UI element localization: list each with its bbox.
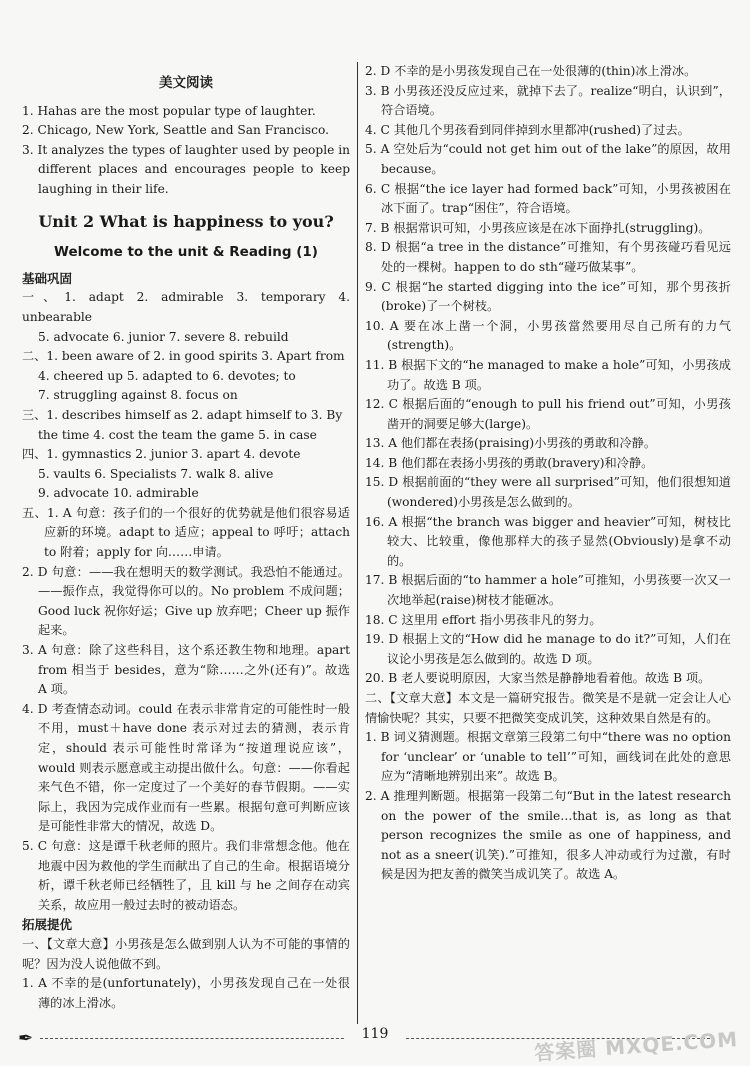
answer-item: 16. A 根据“the branch was bigger and heavier”可知，树枝比较大、比较重，像他那样大的孩子显然(Obviously)是拿不动的。: [365, 514, 731, 568]
part5-item: 4. D 考查情态动词。could 在表示非常肯定的可能性时一般不用，must＋have done 表示对过去的猜测，表示肯定，should 表示可能性时常译为“按道理说应该”，would 则表示愿意或主动提出做什么。句意：——你看起来气色不错，你一定度过了一个美好的春节假期。——实际上，我因为完成作业而有一些累。根据句意可判断应该是可能性非常大的情况，故选 D。: [22, 701, 350, 834]
answer-item: 9. C 根据“he started digging into the ice”可知，那个男孩折(broke)了一个树枝。: [365, 279, 731, 314]
part2-line: 二、1. been aware of 2. in good spirits 3. Apart from: [22, 349, 345, 364]
extend-intro: 一、【文章大意】小男孩是怎么做到别人认为不可能的事情的呢？因为没人说他做不到。: [22, 936, 350, 971]
extend-heading: 拓展提优: [22, 917, 73, 933]
part1-line: 一、1. adapt 2. admirable 3. temporary 4. unbearable: [22, 290, 350, 324]
reading-title: 美文阅读: [159, 75, 213, 91]
column-divider: [357, 62, 358, 1024]
page-footer: [0, 1024, 750, 1066]
unit-title: Unit 2 What is happiness to you?: [38, 211, 334, 231]
answer-item: 14. B 他们都在表扬小男孩的勇敢(bravery)和冷静。: [365, 455, 654, 470]
reading-item: 2. Chicago, New York, Seattle and San Francisco.: [22, 123, 329, 138]
basics-heading: 基础巩固: [22, 270, 73, 286]
answer-item: 17. B 根据后面的“to hammer a hole”可推知，小男孩要一次又一次地举起(raise)树枝才能砸冰。: [365, 573, 731, 608]
answer-item: 12. C 根据后面的“enough to pull his friend out”可知，小男孩凿开的洞要足够大(large)。: [365, 397, 731, 431]
left-column: [22, 62, 350, 1013]
reading-item: 1. Hahas are the most popular type of laughter.: [22, 103, 316, 118]
part2-line: 4. cheered up 5. adapted to 6. devotes; to: [38, 368, 296, 383]
answer-item: 6. C 根据“the ice layer had formed back”可知，小男孩被困在冰下面了。trap“困住”，符合语境。: [365, 181, 731, 216]
part5-item: 3. A 句意：除了这些科目，这个系还教生物和地理。apart from 相当于 besides，意为“除……之外(还有)”。故选 A 项。: [22, 643, 350, 697]
part5-item: 5. C 句意：这是谭千秋老师的照片。我们非常想念他。他在地震中因为救他的学生而献出了自己的生命。根据语境分析，谭千秋老师已经牺牲了，且 kill 与 he 之间存在动宾关系，故应用一般过去时的被动语态。: [22, 838, 350, 912]
part2-line: 7. struggling against 8. focus on: [38, 388, 238, 403]
part3-line: 三、1. describes himself as 2. adapt himself to 3. By: [22, 407, 343, 422]
answer-item: 8. D 根据“a tree in the distance”可推知，有个男孩碰巧看见远处的一棵树。happen to do sth“碰巧做某事”。: [365, 240, 731, 274]
answer-item: 10. A 要在冰上凿一个洞，小男孩當然要用尽自己所有的力气(strength)。: [365, 318, 731, 353]
part2-item: 1. B 词义猜测题。根据文章第三段第二句中“there was no option for ‘unclear’ or ‘unable to tell’”可知，画线词在此处的意思应为“清晰地辨别出来”。故选 B。: [365, 730, 731, 784]
extend-item: 1. A 不幸的是(unfortunately)，小男孩发现自己在一处很薄的冰上滑冰。: [22, 976, 350, 1010]
page-number: 119: [345, 1026, 405, 1042]
answer-item: 15. D 根据前面的“they were all surprised”可知，他们很想知道(wondered)小男孩是怎么做到的。: [365, 475, 731, 510]
part5-item: 五、1. A 句意：孩子们的一个很好的优势就是他们很容易适应新的环境。adapt to 适应；appeal to 呼吁；attach to 附着；apply for 向……申请。: [22, 505, 350, 560]
part2-intro: 二、【文章大意】本文是一篇研究报告。微笑是不是就一定会让人心情愉快呢？其实，只要不把微笑变成讥笑，这种效果自然是有的。: [365, 691, 731, 725]
section-title: Welcome to the unit & Reading (1): [54, 244, 318, 261]
part1-line: 5. advocate 6. junior 7. severe 8. rebuild: [38, 329, 289, 344]
answer-item: 11. B 根据下文的“he managed to make a hole”可知，小男孩成功了。故选 B 项。: [365, 357, 731, 392]
answer-item: 18. C 这里用 effort 指小男孩非凡的努力。: [365, 612, 602, 627]
answer-item: 2. D 不幸的是小男孩发现自己在一处很薄的(thin)冰上滑冰。: [365, 64, 697, 78]
answer-item: 20. B 老人要说明原因，大家当然是静静地看着他。故选 B 项。: [365, 671, 711, 686]
part2-item: 2. A 推理判断题。根据第一段第二句“But in the latest research on the power of the smile…that is, as long as that person recognizes the smile as one of happiness, and not as a sneer(讥笑).”可推知，很多人冲动或行为过激，有时候是因为把友善的微笑当成讥笑了。故选 A。: [365, 788, 731, 882]
answer-item: 13. A 他们都在表扬(praising)小男孩的勇敢和冷静。: [365, 436, 657, 451]
part4-line: 9. advocate 10. admirable: [38, 486, 199, 501]
answer-item: 19. D 根据上文的“How did he manage to do it?”可知，人们在议论小男孩是怎么做到的。故选 D 项。: [365, 632, 731, 666]
watermark: 答案圈 MXQE.COM: [533, 1026, 739, 1066]
answer-item: 4. C 其他几个男孩看到同伴掉到水里都冲(rushed)了过去。: [365, 122, 690, 137]
part3-line: the time 4. cost the team the game 5. in case: [38, 427, 317, 442]
quill-icon: ✒: [18, 1028, 34, 1049]
part5-item: 2. D 句意：——我在想明天的数学测试。我恐怕不能通过。——振作点，我觉得你可以的。No problem 不成问题；Good luck 祝你好运；Give up 放弃吧；Cheer up 振作起来。: [22, 564, 350, 638]
answer-item: 7. B 根据常识可知，小男孩应该是在冰下面挣扎(struggling)。: [365, 220, 711, 235]
right-column: [365, 62, 731, 885]
answer-item: 5. A 空处后为“could not get him out of the lake”的原因，故用 because。: [365, 142, 731, 176]
reading-item: 3. It analyzes the types of laughter used by people in different places and encourages people to keep laughing in their life.: [22, 142, 350, 196]
part4-line: 5. vaults 6. Specialists 7. walk 8. alive: [38, 466, 274, 481]
answer-item: 3. B 小男孩还没反应过来，就掉下去了。realize“明白，认识到”，符合语境。: [365, 83, 731, 118]
part4-line: 四、1. gymnastics 2. junior 3. apart 4. devote: [22, 447, 301, 462]
